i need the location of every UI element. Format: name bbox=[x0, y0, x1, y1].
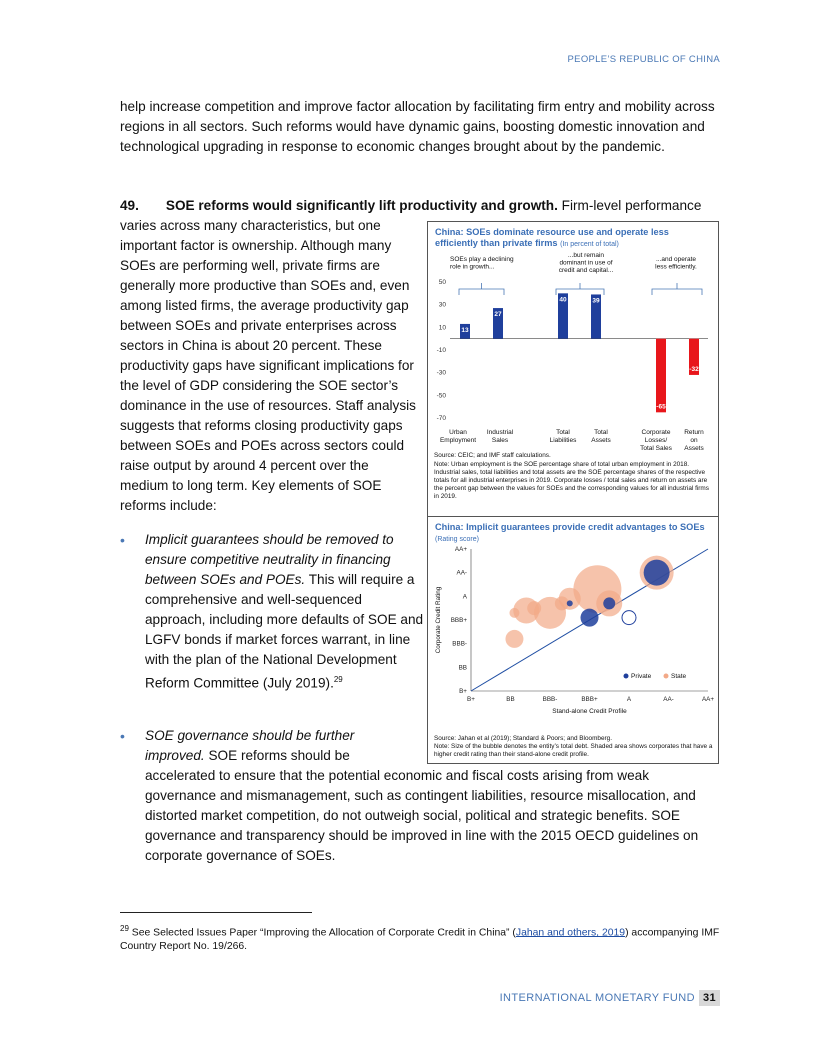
chart-title-text: China: Implicit guarantees provide credit advantages to SOEs bbox=[435, 522, 705, 532]
bullet-dot-icon: • bbox=[120, 532, 125, 548]
y-tick-label: B+ bbox=[459, 688, 467, 695]
x-tick-label: AA- bbox=[663, 696, 674, 703]
bar-data-label: 39 bbox=[592, 297, 600, 305]
footnote-link[interactable]: Jahan and others, 2019 bbox=[515, 927, 626, 939]
bar-data-label: -65 bbox=[656, 403, 666, 411]
x-tick-label: AA+ bbox=[701, 696, 715, 703]
footnote-text-after: ) accompanying IMF Country Report No. 19/266. bbox=[120, 927, 720, 953]
y-tick-label: 50 bbox=[438, 279, 446, 286]
chart-note: Note: Urban employment is the SOE percentage share of total urban employment in 2018. Industrial sales, total liabilities and total assets are the SOE percentage shares of the respective totals for all industrial enterprises in 2019. Corporate losses / total sales and return on assets are the percent gap between the values for SOEs and the corresponding values for all industrial firms in 2019. bbox=[434, 461, 709, 500]
y-tick-label: BBB- bbox=[452, 640, 467, 648]
bar-data-label: 27 bbox=[494, 311, 502, 319]
chart-subtitle: (Rating score) bbox=[435, 536, 479, 543]
chart-title bbox=[435, 227, 711, 250]
annotation-text: ...and operate less efficiently. bbox=[655, 256, 697, 271]
x-category-label: Total Assets bbox=[591, 429, 611, 444]
bullet-text: This will require a comprehensive and well-sequenced approach, including more defaults of SOE and LGFV bonds if market forces warrant, in line with the plan of the National Development Reform Committee (July 2019). bbox=[145, 572, 424, 691]
x-tick-label: BBB- bbox=[542, 696, 558, 703]
annotation-bracket bbox=[556, 283, 604, 295]
legend-marker-private bbox=[624, 674, 629, 679]
chart-implicit-guarantees bbox=[427, 516, 719, 764]
paragraph-intro: help increase competition and improve factor allocation by facilitating firm entry and mobility across regions in all sectors. Such reforms would have dynamic gains, boosting domestic innovation and technological upgrading in response to economic changes brought about by the pandemic. bbox=[120, 99, 715, 154]
bubble-private bbox=[603, 597, 615, 609]
x-category-label: Corporate Losses/ Total Sales bbox=[640, 429, 672, 452]
bar-data-label: 40 bbox=[559, 296, 567, 304]
x-category-label: Industrial Sales bbox=[486, 429, 514, 444]
y-tick-label: -70 bbox=[436, 415, 446, 422]
x-tick-label: A bbox=[626, 696, 632, 703]
x-category-label: Total Liabilities bbox=[549, 429, 577, 444]
footnote-number: 29 bbox=[120, 924, 129, 933]
x-tick-label: BBB+ bbox=[581, 696, 598, 703]
x-tick-label: BB bbox=[506, 696, 515, 703]
bar-data-label: 13 bbox=[461, 326, 469, 334]
y-tick-label: AA+ bbox=[454, 546, 467, 553]
bubble-state bbox=[505, 630, 523, 648]
annotation-bracket bbox=[652, 283, 702, 295]
annotation-bracket bbox=[459, 283, 504, 295]
bubble-private bbox=[567, 600, 573, 606]
legend-marker-state bbox=[664, 674, 669, 679]
chart-source: Source: CEIC; and IMF staff calculations. bbox=[434, 452, 551, 459]
bullet-implicit-guarantees bbox=[120, 530, 424, 694]
paragraph-number: 49. bbox=[120, 198, 139, 213]
y-tick-label: -50 bbox=[436, 392, 446, 400]
footnote bbox=[120, 922, 720, 954]
y-tick-label: AA- bbox=[456, 569, 467, 577]
bar-data-label: -32 bbox=[689, 365, 699, 373]
legend-label-state: State bbox=[671, 673, 687, 680]
paragraph-lead-text: Firm-level performance bbox=[557, 198, 702, 213]
page-number: 31 bbox=[699, 990, 720, 1006]
footnote-divider bbox=[120, 912, 312, 913]
running-header: PEOPLE’S REPUBLIC OF CHINA bbox=[567, 54, 720, 65]
scatter-chart-svg bbox=[428, 541, 718, 731]
y-tick-label: -10 bbox=[436, 347, 446, 354]
y-tick-label: 10 bbox=[438, 324, 446, 332]
y-tick-label: BBB+ bbox=[450, 617, 467, 624]
bullet-italic-lead: Implicit guarantees should be removed to ensure competitive neutrality in financing between SOEs and POEs. bbox=[145, 532, 394, 587]
chart-subtitle: (In percent of total) bbox=[560, 241, 619, 248]
paragraph-49-heading bbox=[120, 196, 720, 216]
y-tick-label: BB bbox=[458, 664, 467, 672]
y-axis-label: Corporate Credit Rating bbox=[435, 586, 442, 654]
x-axis-label: Stand-alone Credit Profile bbox=[552, 708, 627, 715]
bullet-text: SOE reforms should be accelerated to ensure that the potential economic and fiscal costs arising from weak governance and mismanagement, such as contingent liabilities, resource misallocation, and distorted market competition, do not outweigh social, political and strategic benefits. SOE governance and transparency should be improved in line with the 2015 OECD guidelines on corporate governance of SOEs. bbox=[145, 748, 699, 863]
footnote-text: See Selected Issues Paper “Improving the Allocation of Corporate Credit in China” ( bbox=[128, 927, 516, 939]
bubble-private bbox=[644, 560, 670, 586]
bubble-private-hollow bbox=[622, 611, 636, 625]
bullet-italic-lead: SOE governance should be further improved. bbox=[145, 728, 355, 763]
chart-note: Note: Size of the bubble denotes the entity’s total debt. Shaded area shows corporates that have a higher credit rating than their stand-alone credit profile. bbox=[434, 743, 713, 758]
y-tick-label: A bbox=[462, 593, 467, 601]
bar-chart-svg bbox=[428, 251, 718, 486]
annotation-text: SOEs play a declining role in growth... bbox=[450, 256, 514, 271]
footer-org: INTERNATIONAL MONETARY FUND bbox=[499, 992, 695, 1004]
bar-4 bbox=[656, 339, 666, 413]
page-footer bbox=[500, 992, 720, 1004]
footnote-ref[interactable]: 29 bbox=[333, 675, 343, 684]
bullet-dot-icon: • bbox=[120, 728, 125, 744]
chart-source: Source: Jahan et al (2019); Standard & Poors; and Bloomberg. bbox=[434, 735, 612, 742]
y-tick-label: 30 bbox=[438, 301, 446, 309]
chart-soe-resource-use bbox=[427, 221, 719, 517]
y-tick-label: -30 bbox=[436, 369, 446, 377]
paragraph-bold-lead: SOE reforms would significantly lift productivity and growth. bbox=[165, 198, 558, 213]
bubble-private bbox=[581, 609, 599, 627]
x-tick-label: B+ bbox=[467, 696, 475, 703]
x-category-label: Urban Employment bbox=[439, 429, 477, 444]
chart-title-text: China: SOEs dominate resource use and operate less efficiently than private firms bbox=[435, 227, 669, 248]
annotation-text: ...but remain dominant in use of credit and capital... bbox=[558, 252, 614, 274]
x-category-label: Return on Assets bbox=[684, 429, 704, 452]
legend-label-private: Private bbox=[631, 673, 652, 680]
paragraph-49-body: varies across many characteristics, but one important factor is ownership. Although many SOEs are performing well, private firms are generally more productive than SOEs and, even among listed firms, the average productivity gap between SOEs and private enterprises across sectors in China is about 20 percent. These productivity gaps have significant implications for the level of GDP considering the SOE sector’s dominance in the use of resources. Staff analysis suggests that reforms closing productivity gaps between SOEs and POEs across sectors could raise output by around 4 percent over the medium to long term. Key elements of SOE reforms include: bbox=[120, 218, 416, 513]
